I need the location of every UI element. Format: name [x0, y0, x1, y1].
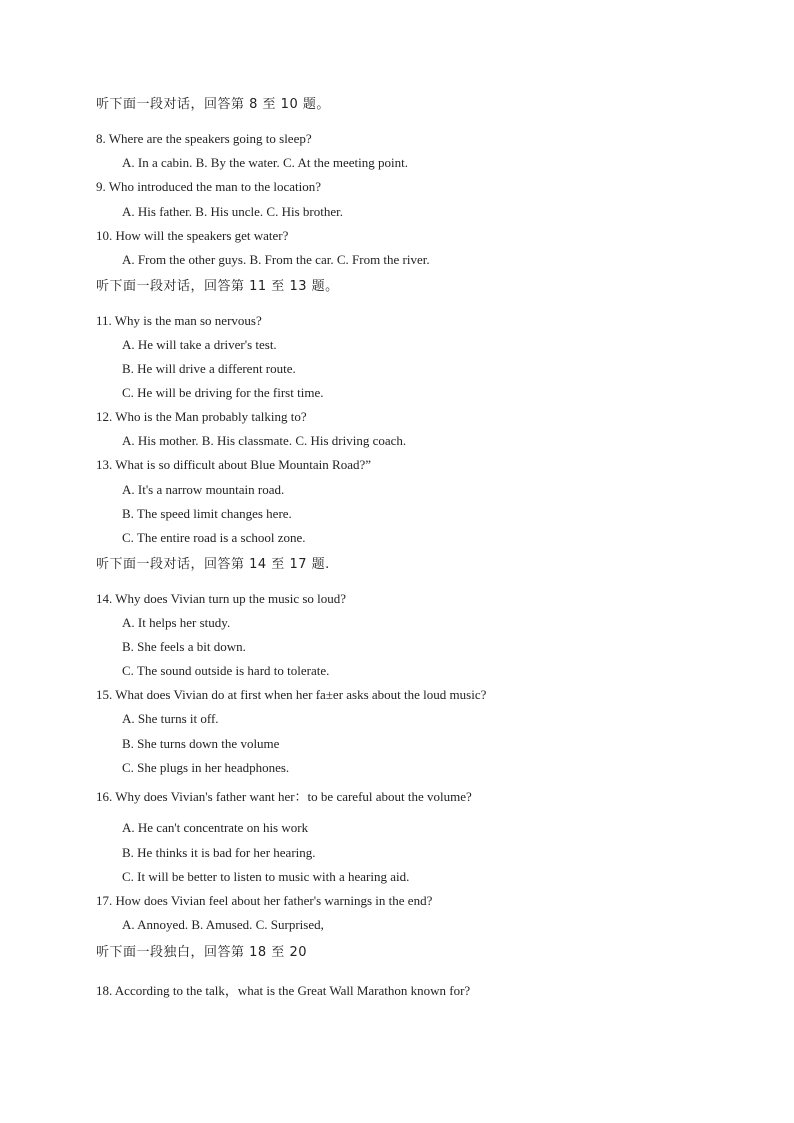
- option-line: A. From the other guys. B. From the car. C. From the river.: [122, 252, 430, 267]
- option-line: A. He can't concentrate on his work: [122, 820, 309, 835]
- question-line: 10. How will the speakers get water?: [96, 228, 289, 243]
- option-line: A. In a cabin. B. By the water. C. At the meeting point.: [122, 155, 408, 170]
- option-line: A. It's a narrow mountain road.: [122, 482, 285, 497]
- option-line: A. She turns it off.: [122, 711, 219, 726]
- question-line: 13. What is so difficult about Blue Mountain Road?”: [96, 457, 372, 472]
- question-line: 15. What does Vivian do at first when her fa±er asks about the loud music?: [96, 687, 487, 702]
- question-line: 11. Why is the man so nervous?: [96, 313, 262, 328]
- option-line: A. His mother. B. His classmate. C. His driving coach.: [122, 433, 407, 448]
- option-line: A. His father. B. His uncle. C. His brother.: [122, 204, 343, 219]
- option-line: B. He will drive a different route.: [122, 361, 296, 376]
- option-line: A. It helps her study.: [122, 615, 231, 630]
- question-line: 16. Why does Vivian's father want her：to be careful about the volume?: [96, 789, 472, 804]
- question-line: 14. Why does Vivian turn up the music so loud?: [96, 591, 347, 606]
- question-line: 8. Where are the speakers going to sleep?: [96, 131, 312, 146]
- question-line: 17. How does Vivian feel about her father's warnings in the end?: [96, 893, 433, 908]
- option-line: A. Annoyed. B. Amused. C. Surprised,: [122, 917, 324, 932]
- section-heading: 听下面一段对话，回答第 8 至 10 题。: [96, 97, 330, 112]
- option-line: C. She plugs in her headphones.: [122, 760, 290, 775]
- question-line: 9. Who introduced the man to the location?: [96, 179, 322, 194]
- option-line: B. She turns down the volume: [122, 736, 280, 751]
- option-line: B. He thinks it is bad for her hearing.: [122, 845, 316, 860]
- section-heading: 听下面一段对话，回答第 14 至 17 题.: [96, 557, 330, 572]
- section-heading: 听下面一段对话，回答第 11 至 13 题。: [96, 279, 339, 294]
- section-heading: 听下面一段独白，回答第 18 至 20: [96, 945, 307, 960]
- option-line: C. The sound outside is hard to tolerate.: [122, 663, 330, 678]
- option-line: C. It will be better to listen to music with a hearing aid.: [122, 869, 410, 884]
- option-line: C. The entire road is a school zone.: [122, 530, 306, 545]
- question-line: 18. According to the talk，what is the Great Wall Marathon known for?: [96, 983, 471, 998]
- option-line: A. He will take a driver's test.: [122, 337, 277, 352]
- option-line: C. He will be driving for the first time.: [122, 385, 324, 400]
- question-line: 12. Who is the Man probably talking to?: [96, 409, 307, 424]
- option-line: B. The speed limit changes here.: [122, 506, 292, 521]
- option-line: B. She feels a bit down.: [122, 639, 246, 654]
